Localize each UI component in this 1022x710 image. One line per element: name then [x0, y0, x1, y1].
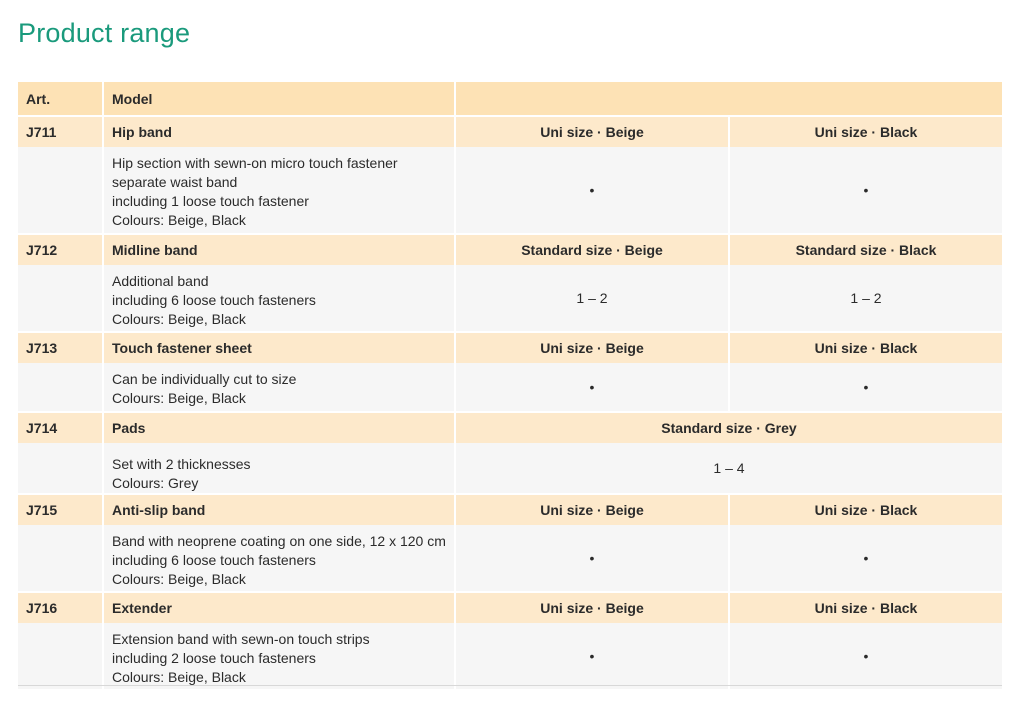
product-row-j716: [18, 593, 1002, 623]
variant-label: Uni size · Black: [728, 495, 1002, 525]
variant-label: Uni size · Black: [728, 333, 1002, 363]
model-description: [102, 623, 454, 689]
variant-label: Uni size · Beige: [454, 593, 728, 623]
variant-label: Standard size · Beige: [454, 235, 728, 265]
description-line: Extension band with sewn-on touch strips: [112, 631, 370, 647]
description-line: Additional band: [112, 273, 209, 289]
model-name: Midline band: [102, 235, 454, 265]
product-row-j715: [18, 495, 1002, 525]
product-description-row-j714: [18, 443, 1002, 493]
variant-label: Uni size · Beige: [454, 333, 728, 363]
description-line: Hip section with sewn-on micro touch fastener: [112, 155, 398, 171]
description-line: Colours: Beige, Black: [112, 212, 246, 228]
availability-value: •: [728, 525, 1002, 591]
variant-label: Standard size · Grey: [454, 413, 1002, 443]
product-row-j711: [18, 117, 1002, 147]
description-line: Colours: Grey: [112, 475, 199, 491]
description-line: Colours: Beige, Black: [112, 311, 246, 327]
empty-cell: [18, 443, 102, 493]
product-description-row-j715: [18, 525, 1002, 591]
availability-value: •: [454, 525, 728, 591]
variant-label: Uni size · Black: [728, 117, 1002, 147]
column-header-model: Model: [102, 82, 454, 115]
description-line: Set with 2 thicknesses: [112, 456, 251, 472]
availability-value: •: [728, 363, 1002, 411]
model-name: Pads: [102, 413, 454, 443]
product-row-j713: [18, 333, 1002, 363]
product-description-row-j712: [18, 265, 1002, 331]
model-description: [102, 265, 454, 331]
description-line: including 1 loose touch fastener: [112, 193, 309, 209]
model-name: Extender: [102, 593, 454, 623]
model-description: [102, 443, 454, 493]
article-number: J715: [18, 495, 102, 525]
description-line: Colours: Beige, Black: [112, 669, 246, 685]
variant-label: Uni size · Black: [728, 593, 1002, 623]
article-number: J711: [18, 117, 102, 147]
description-line: including 6 loose touch fasteners: [112, 292, 316, 308]
product-description-row-j713: [18, 363, 1002, 411]
availability-value: •: [454, 147, 728, 233]
availability-value: 1 – 2: [728, 265, 1002, 331]
availability-value: 1 – 4: [454, 443, 1002, 493]
page-title: Product range: [18, 18, 191, 48]
product-range-table: [18, 82, 1002, 689]
table-bottom-rule: [18, 685, 1002, 686]
product-row-j714: [18, 413, 1002, 443]
model-description: [102, 363, 454, 411]
description-line: including 6 loose touch fasteners: [112, 552, 316, 568]
availability-value: 1 – 2: [454, 265, 728, 331]
availability-value: •: [728, 147, 1002, 233]
variant-label: Uni size · Beige: [454, 495, 728, 525]
description-line: Can be individually cut to size: [112, 371, 297, 387]
table-header-row: [18, 82, 1002, 115]
article-number: J714: [18, 413, 102, 443]
variant-label: Uni size · Beige: [454, 117, 728, 147]
availability-value: •: [728, 623, 1002, 689]
model-name: Anti-slip band: [102, 495, 454, 525]
product-description-row-j716: [18, 623, 1002, 689]
description-line: Colours: Beige, Black: [112, 571, 246, 587]
column-header-values: [454, 82, 1002, 115]
description-line: Colours: Beige, Black: [112, 390, 246, 406]
model-name: Touch fastener sheet: [102, 333, 454, 363]
variant-label: Standard size · Black: [728, 235, 1002, 265]
empty-cell: [18, 525, 102, 591]
empty-cell: [18, 265, 102, 331]
empty-cell: [18, 147, 102, 233]
column-header-art: Art.: [18, 82, 102, 115]
model-name: Hip band: [102, 117, 454, 147]
article-number: J712: [18, 235, 102, 265]
description-line: Band with neoprene coating on one side, 12 x 120 cm: [112, 533, 446, 549]
description-line: including 2 loose touch fasteners: [112, 650, 316, 666]
product-row-j712: [18, 235, 1002, 265]
model-description: [102, 525, 454, 591]
article-number: J713: [18, 333, 102, 363]
description-line: separate waist band: [112, 174, 238, 190]
article-number: J716: [18, 593, 102, 623]
model-description: [102, 147, 454, 233]
availability-value: •: [454, 363, 728, 411]
product-description-row-j711: [18, 147, 1002, 233]
empty-cell: [18, 363, 102, 411]
availability-value: •: [454, 623, 728, 689]
empty-cell: [18, 623, 102, 689]
